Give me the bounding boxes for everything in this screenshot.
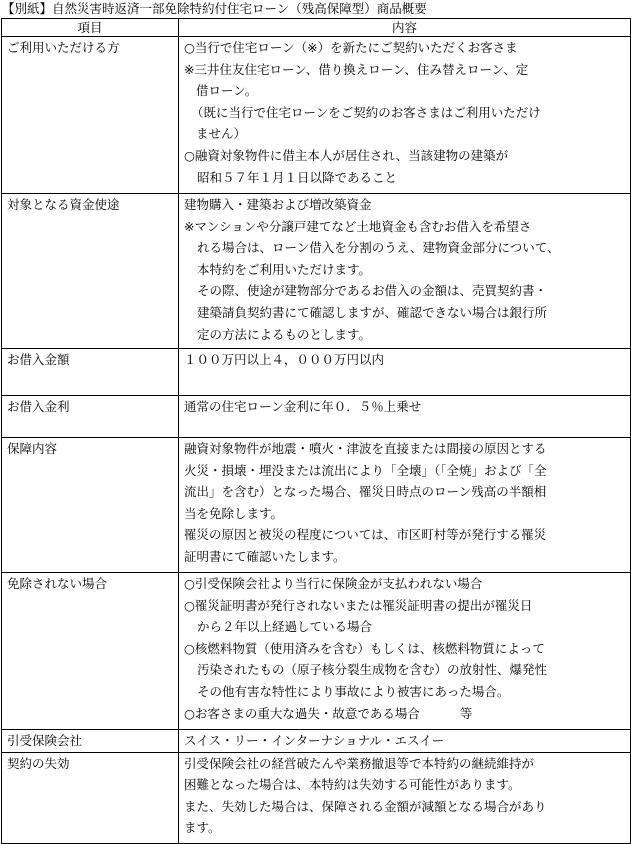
exclusions-line-7-text: ○お客さまの重大な過失・故意である場合 (184, 705, 420, 721)
coverage-line-4: 当を免除します。 (184, 505, 284, 521)
exclusions-line-4: ○核燃料物質（使用済みを含む）もしくは、核燃料物質によって (184, 640, 545, 656)
label-coverage: 保障内容 (2, 438, 179, 573)
product-overview-table (1, 18, 631, 844)
exclusions-line-1: ○引受保険会社より当行に保険金が支払われない場合 (184, 576, 483, 591)
content-rate (179, 396, 631, 438)
users-line-7: 昭和５７年１月１日以降であること (197, 169, 398, 185)
lapse-line-3: また、失効した場合は、保障される金額が減額となる場合があり (184, 798, 547, 814)
users-line-3: 借ローン。 (196, 83, 258, 99)
coverage-line-2: 火災・損壊・埋没または流出により「全壊」（「全焼」および「全 (184, 462, 547, 478)
coverage-line-5: 罹災の原因と被災の程度については、市区町村等が発行する罹災 (184, 527, 547, 543)
row-rate (2, 396, 631, 438)
content-funds (179, 194, 631, 349)
funds-line-6: 建築請負契約書にて確認しますが、確認できない場合は銀行所 (197, 304, 548, 320)
row-funds (2, 194, 631, 349)
header-item: 項目 (2, 19, 179, 37)
insurer-line-1: スイス・リー・インターナショナル・エスイー (184, 733, 445, 748)
lapse-line-1: 引受保険会社の経営破たんや業務撤退等で本特約の継続維持が (184, 755, 535, 771)
users-line-6: ○融資対象物件に借主本人が居住され、当該建物の建築が (184, 147, 509, 163)
content-insurer (179, 730, 631, 753)
funds-line-7: 定の方法によるものとします。 (197, 326, 372, 342)
label-exclusions: 免除されない場合 (2, 573, 179, 730)
content-coverage (179, 438, 631, 573)
funds-line-4: 本特約をご利用いただけます。 (197, 261, 372, 277)
label-funds: 対象となる資金使途 (2, 194, 179, 349)
exclusions-line-6: その他有害な特性により事故により被害にあった場合。 (197, 683, 510, 699)
label-insurer: 引受保険会社 (2, 730, 179, 753)
content-users (179, 37, 631, 194)
label-users: ご利用いただける方 (2, 37, 179, 194)
users-line-5: ません） (196, 126, 247, 142)
exclusions-line-5: 汚染されたもの（原子核分裂生成物を含む）の放射性、爆発性 (197, 662, 548, 678)
content-exclusions (179, 573, 631, 730)
label-rate: お借入金利 (2, 396, 179, 438)
users-line-4: （既に当行で住宅ローンをご契約のお客さまはご利用いただけ (191, 104, 541, 120)
table-header-row (2, 19, 631, 37)
coverage-line-3: 流出」を含む）となった場合、罹災日時点のローン残高の半額相 (184, 484, 547, 500)
amount-line-1: １００万円以上４，０００万円以内 (184, 352, 385, 367)
row-coverage (2, 438, 631, 573)
rate-line-1: 通常の住宅ローン金利に年０．５％上乗せ (184, 399, 422, 414)
label-lapse: 契約の失効 (2, 752, 179, 843)
lapse-line-2: 困難となった場合は、本特約は失効する可能性があります。 (184, 777, 521, 793)
funds-line-2: ※マンションや分譲戸建てなど土地資金も含むお借入を希望さ (184, 218, 532, 234)
lapse-line-4: ます。 (184, 820, 221, 836)
funds-line-1: 建物購入・建築および増改築資金 (184, 197, 372, 212)
header-content: 内容 (179, 19, 631, 37)
row-lapse (2, 752, 631, 843)
content-amount (179, 349, 631, 396)
exclusions-line-3: から２年以上経過している場合 (197, 619, 373, 635)
funds-line-5: その際、使途が建物部分であるお借入の金額は、売買契約書・ (197, 283, 548, 299)
users-line-2: ※三井住友住宅ローン、借り換えローン、住み替えローン、定 (184, 61, 529, 77)
row-exclusions (2, 573, 631, 730)
exclusions-line-2: ○罹災証明書が発行されないまたは罹災証明書の提出が罹災日 (184, 597, 533, 613)
funds-line-3: れる場合は、ローン借入を分割のうえ、建物資金部分について、 (197, 240, 560, 256)
users-line-1: ○当行で住宅ローン（※）を新たにご契約いただくお客さま (184, 40, 518, 55)
row-users (2, 37, 631, 194)
document-title: 【別紙】自然災害時返済一部免除特約付住宅ローン（残高保障型）商品概要 (2, 1, 427, 16)
row-insurer (2, 730, 631, 753)
coverage-line-1: 融資対象物件が地震・噴火・津波を直接または間接の原因とする (184, 441, 547, 456)
exclusions-line-7 (184, 703, 627, 725)
label-amount: お借入金額 (2, 349, 179, 396)
exclusions-etc: 等 (459, 705, 473, 721)
coverage-line-6: 証明書にて確認いたします。 (184, 548, 346, 564)
row-amount (2, 349, 631, 396)
content-lapse (179, 752, 631, 843)
